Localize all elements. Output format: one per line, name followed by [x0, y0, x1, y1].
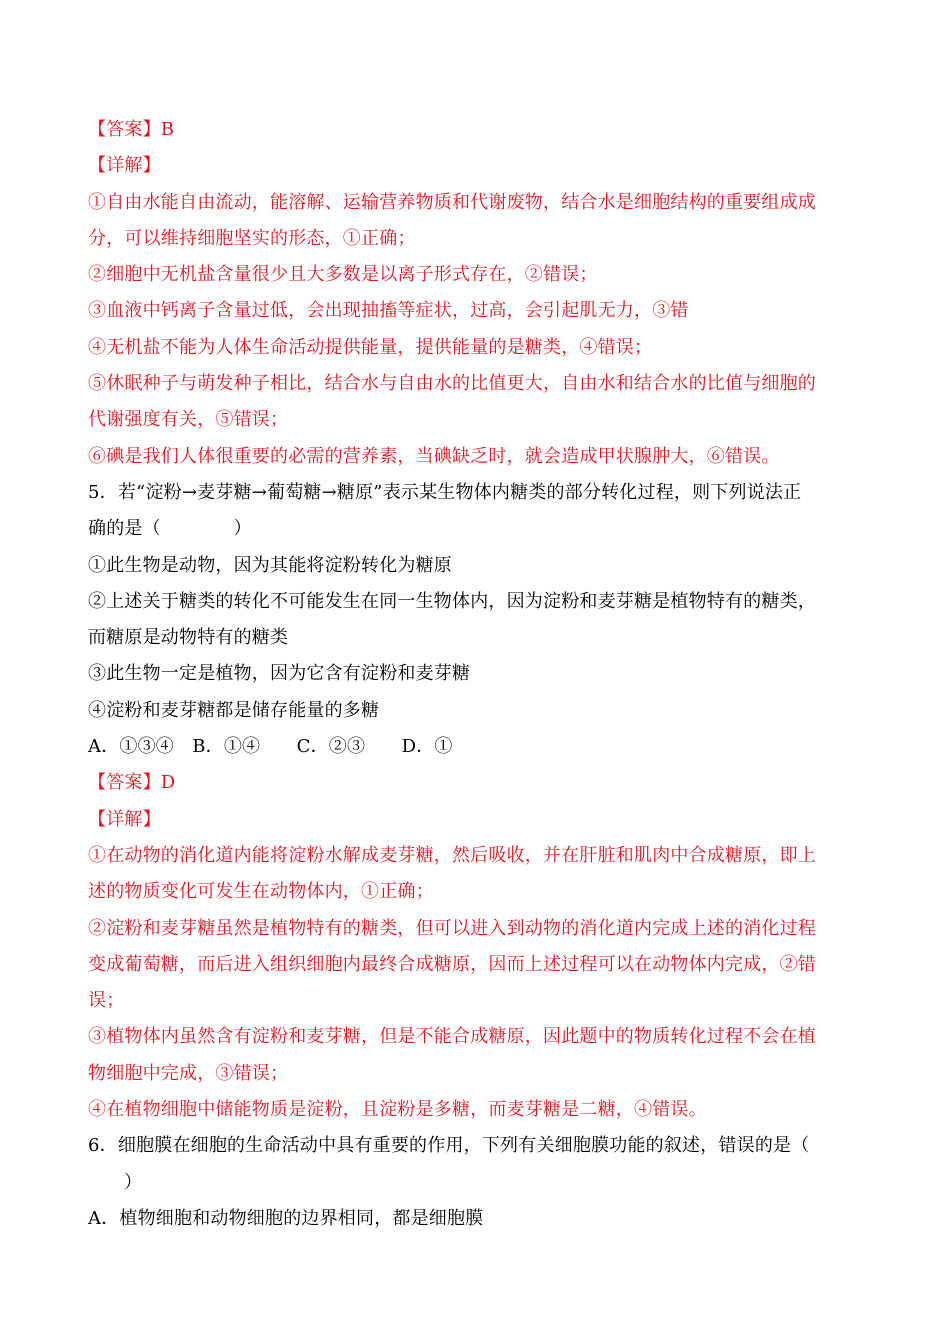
text-line: 分，可以维持细胞坚实的形态，①正确；	[88, 227, 416, 249]
text-line: ⑥碘是我们人体很重要的必需的营养素，当碘缺乏时，就会造成甲状腺肿大，⑥错误。	[88, 445, 780, 467]
text-line: ⑤休眠种子与萌发种子相比，结合水与自由水的比值更大，自由水和结合水的比值与细胞的	[88, 373, 816, 395]
text-line: 【详解】	[88, 155, 161, 177]
text-line: ）	[124, 1171, 143, 1193]
text-line: ①此生物是动物，因为其能将淀粉转化为糖原	[88, 554, 452, 576]
text-line: 物细胞中完成，③错误；	[88, 1062, 289, 1084]
text-line: A．①③④ B．①④ C．②③ D．①	[88, 736, 453, 758]
text-line: 【答案】B	[88, 119, 175, 140]
text-line: 【答案】D	[88, 772, 176, 794]
text-line: ④无机盐不能为人体生命活动提供能量，提供能量的是糖类，④错误；	[88, 336, 653, 358]
text-line: ②淀粉和麦芽糖虽然是植物特有的糖类，但可以进入到动物的消化道内完成上述的消化过程	[88, 917, 816, 939]
text-line: 述的物质变化可发生在动物体内，①正确；	[88, 881, 434, 903]
text-line: 误；	[88, 990, 125, 1012]
text-line: A．植物细胞和动物细胞的边界相同，都是细胞膜	[88, 1207, 484, 1229]
text-line: 变成葡萄糖，而后进入组织细胞内最终合成糖原，因而上述过程可以在动物体内完成，②错	[88, 953, 816, 975]
text-line: ②细胞中无机盐含量很少且大多数是以离子形式存在，②错误；	[88, 264, 598, 286]
text-line: ③植物体内虽然含有淀粉和麦芽糖，但是不能合成糖原，因此题中的物质转化过程不会在植	[88, 1026, 816, 1048]
text-line: 【详解】	[88, 808, 161, 830]
text-line: ③血液中钙离子含量过低，会出现抽搐等症状，过高，会引起肌无力，③错	[88, 300, 689, 322]
document-page	[88, 112, 870, 1237]
text-line: 6．细胞膜在细胞的生命活动中具有重要的作用，下列有关细胞膜功能的叙述，错误的是（	[88, 1135, 810, 1157]
text-line: ③此生物一定是植物，因为它含有淀粉和麦芽糖	[88, 663, 471, 685]
text-line: 代谢强度有关，⑤错误；	[88, 409, 289, 431]
text-line: 确的是（ ）	[88, 518, 252, 540]
text-line: 而糖原是动物特有的糖类	[88, 627, 289, 649]
text-line: ④淀粉和麦芽糖都是储存能量的多糖	[88, 699, 380, 721]
text-line: ④在植物细胞中储能物质是淀粉，且淀粉是多糖，而麦芽糖是二糖，④错误。	[88, 1099, 707, 1121]
text-line: 5．若“淀粉→麦芽糖→葡萄糖→糖原”表示某生物体内糖类的部分转化过程，则下列说法正	[88, 481, 802, 503]
text-line: ①自由水能自由流动，能溶解、运输营养物质和代谢废物，结合水是细胞结构的重要组成成	[88, 191, 816, 213]
text-line: ②上述关于糖类的转化不可能发生在同一生物体内，因为淀粉和麦芽糖是植物特有的糖类，	[88, 590, 816, 612]
text-line: ①在动物的消化道内能将淀粉水解成麦芽糖，然后吸收，并在肝脏和肌肉中合成糖原，即上	[88, 844, 816, 866]
